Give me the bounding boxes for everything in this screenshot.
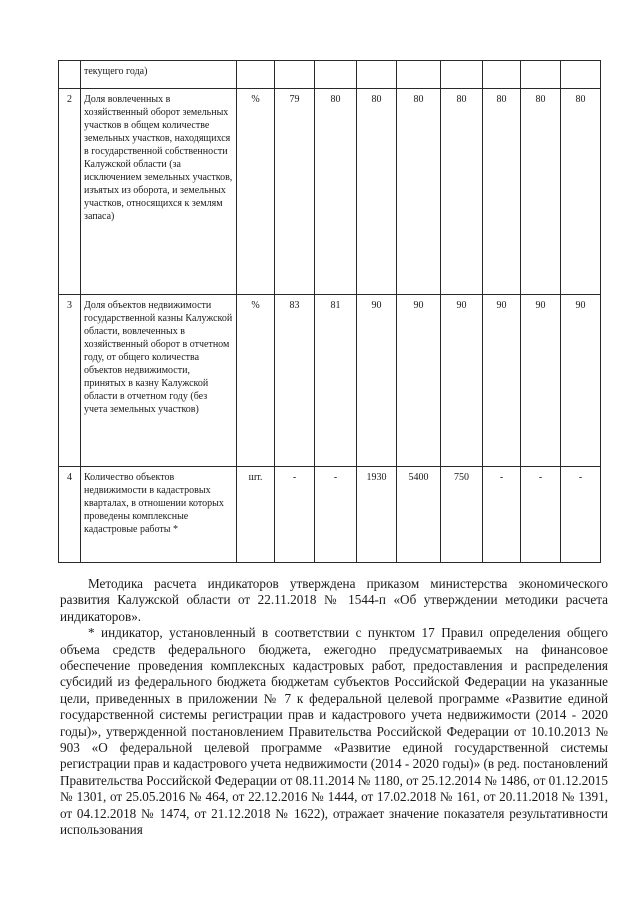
indicator-value: 90 bbox=[441, 295, 483, 467]
body-text bbox=[60, 576, 608, 839]
indicator-value: 80 bbox=[561, 89, 601, 295]
footnote-paragraph: * индикатор, установленный в соответствии с пунктом 17 Правил определения общего объема средств федерального бюджета, ежегодно предусматриваемых на финансовое обеспечение проведения комплексных кадастровых работ, предоставления и распределения субсидий из федерального бюджета бюджетам субъектов Российской Федерации на указанные цели, приведенных в приложении № 7 к федеральной целевой программе «Развитие единой государственной системы регистрации прав и кадастрового учета недвижимости (2014 - 2020 годы)», утвержденной постановлением Правительства Российской Федерации от 10.10.2013 № 903 «О федеральной целевой программе «Развитие единой государственной системы регистрации прав и кадастрового учета недвижимости (2014 - 2020 годы)» (в ред. постановлений Правительства Российской Федерации от 08.11.2014 № 1180, от 25.12.2014 № 1486, от 01.12.2015 № 1301, от 25.05.2016 № 464, от 22.12.2016 № 1444, от 17.02.2018 № 161, от 20.11.2018 № 1391, от 04.12.2018 № 1474, от 21.12.2018 № 1622), отражает значение показателя результативности использования bbox=[60, 625, 608, 838]
indicator-value bbox=[275, 61, 315, 89]
indicator-value: - bbox=[275, 467, 315, 563]
indicator-name: текущего года) bbox=[81, 61, 237, 89]
row-number: 3 bbox=[59, 295, 81, 467]
indicator-value bbox=[441, 61, 483, 89]
indicators-table bbox=[58, 60, 601, 563]
indicator-value: 80 bbox=[483, 89, 521, 295]
indicator-value: 80 bbox=[397, 89, 441, 295]
indicator-unit bbox=[237, 61, 275, 89]
row-number: 4 bbox=[59, 467, 81, 563]
indicator-value: 80 bbox=[315, 89, 357, 295]
indicator-value: 1930 bbox=[357, 467, 397, 563]
indicator-unit: % bbox=[237, 89, 275, 295]
row-number: 2 bbox=[59, 89, 81, 295]
table-row bbox=[59, 89, 601, 295]
indicator-value: 90 bbox=[483, 295, 521, 467]
indicator-unit: шт. bbox=[237, 467, 275, 563]
indicator-value: 83 bbox=[275, 295, 315, 467]
indicator-value: 79 bbox=[275, 89, 315, 295]
methodology-paragraph: Методика расчета индикаторов утверждена приказом министерства экономического развития Калужской области от 22.11.2018 № 1544-п «Об утверждении методики расчета индикаторов». bbox=[60, 576, 608, 624]
indicator-value: 90 bbox=[397, 295, 441, 467]
indicator-value: 80 bbox=[441, 89, 483, 295]
indicator-value bbox=[521, 61, 561, 89]
indicator-name: Доля объектов недвижимости государственной казны Калужской области, вовлеченных в хозяйственный оборот в отчетном году, от общего количества объектов недвижимости, принятых в казну Калужской области в отчетном году (без учета земельных участков) bbox=[81, 295, 237, 467]
indicator-value: 80 bbox=[357, 89, 397, 295]
indicator-value: 90 bbox=[521, 295, 561, 467]
indicator-value bbox=[483, 61, 521, 89]
indicator-value: - bbox=[521, 467, 561, 563]
indicator-value: 5400 bbox=[397, 467, 441, 563]
indicator-value bbox=[357, 61, 397, 89]
indicator-value: - bbox=[315, 467, 357, 563]
indicator-value: 90 bbox=[561, 295, 601, 467]
indicator-unit: % bbox=[237, 295, 275, 467]
indicator-name: Количество объектов недвижимости в кадастровых кварталах, в отношении которых проведены комплексные кадастровые работы * bbox=[81, 467, 237, 563]
indicator-value: 80 bbox=[521, 89, 561, 295]
row-number bbox=[59, 61, 81, 89]
table-row bbox=[59, 61, 601, 89]
indicator-value: 750 bbox=[441, 467, 483, 563]
indicator-value: 81 bbox=[315, 295, 357, 467]
indicator-name: Доля вовлеченных в хозяйственный оборот земельных участков в общем количестве земельных участков, находящихся в государственной собственности Калужской области (за исключением земельных участков, изъятых из оборота, и земельных участков, относящихся к землям запаса) bbox=[81, 89, 237, 295]
indicator-value bbox=[561, 61, 601, 89]
indicator-value bbox=[397, 61, 441, 89]
table-row bbox=[59, 295, 601, 467]
indicator-value: - bbox=[561, 467, 601, 563]
indicator-value bbox=[315, 61, 357, 89]
indicator-value: 90 bbox=[357, 295, 397, 467]
table-row bbox=[59, 467, 601, 563]
indicator-value: - bbox=[483, 467, 521, 563]
